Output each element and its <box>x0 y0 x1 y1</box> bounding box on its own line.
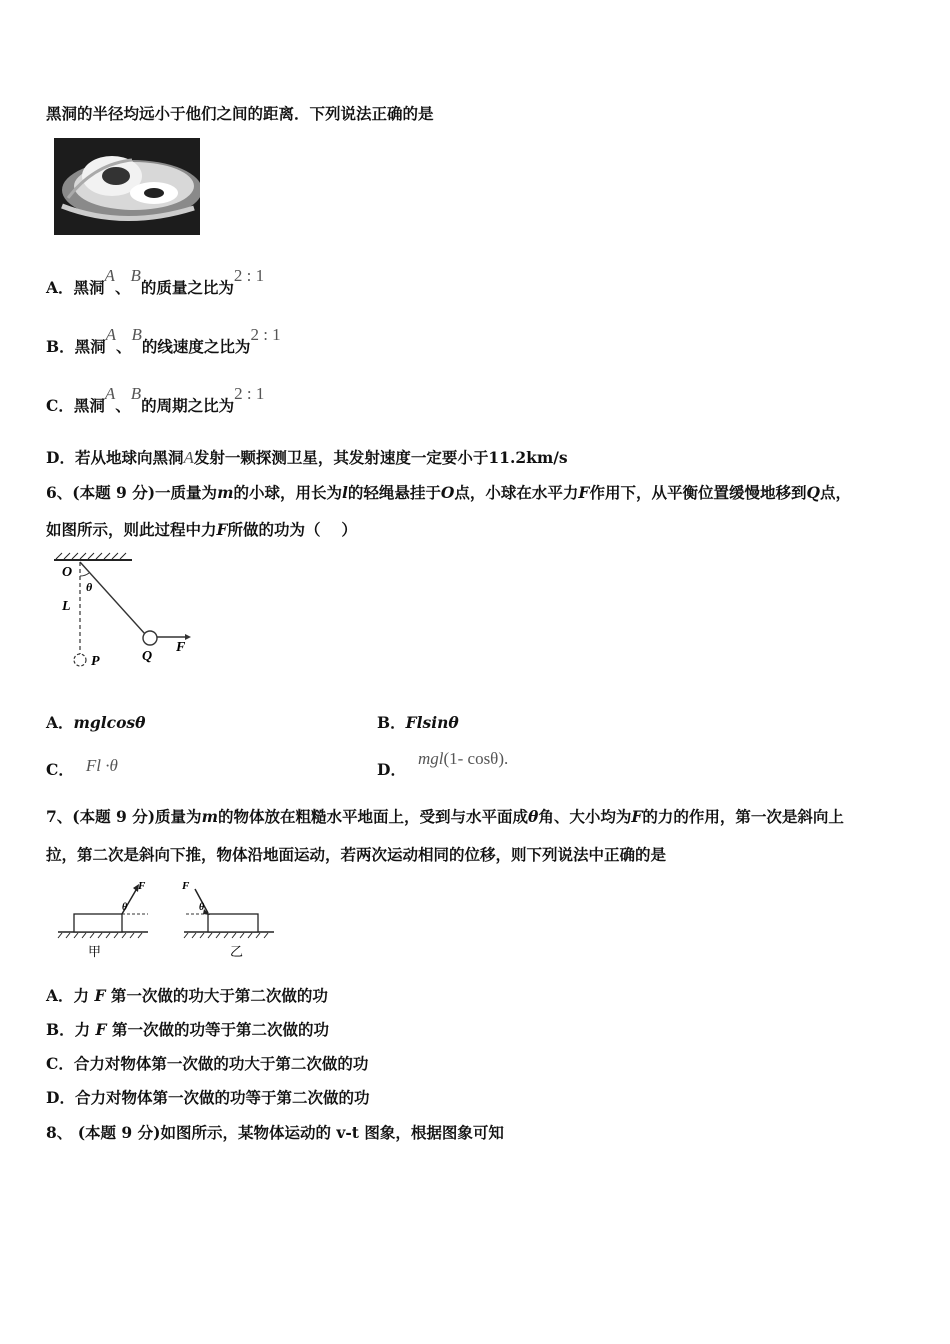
q6-stem-line1: 6、(本题 9 分)一质量为m的小球，用长为l的轻绳悬挂于O点，小球在水平力F作用下，从平衡位置缓慢地移到Q点， <box>46 483 851 502</box>
q7-stem-line1: 7、(本题 9 分)质量为m的物体放在粗糙水平地面上，受到与水平面成θ角、大小均为F的力的作用，第一次是斜向上 <box>46 807 844 826</box>
black-hole-photo <box>54 138 200 235</box>
label-theta-left: θ <box>122 902 128 913</box>
var-b: B <box>130 266 141 285</box>
q5-option-d[interactable]: D．若从地球向黑洞A发射一颗探测卫星，其发射速度一定要小于11.2km/s <box>46 448 568 467</box>
var-b: B <box>131 325 142 344</box>
label-o: O <box>62 565 73 580</box>
label-q: Q <box>142 649 153 664</box>
q7-option-a[interactable]: A．力 F 第一次做的功大于第二次做的功 <box>46 986 328 1005</box>
intro-text: 黑洞的半径均远小于他们之间的距离．下列说法正确的是 <box>46 104 434 123</box>
label-f-right: F <box>182 880 190 892</box>
speed-value: 11.2km/s <box>488 448 568 467</box>
q6-option-c[interactable]: C． Fl ·θ <box>46 756 118 779</box>
label-theta-right: θ <box>199 902 205 913</box>
var-a: A <box>183 448 194 467</box>
label-theta: θ <box>86 580 93 594</box>
ratio: 2 : 1 <box>234 384 265 403</box>
caption-jia: 甲 <box>88 944 102 959</box>
q5-option-a[interactable]: A．黑洞A、B的质量之比为2 : 1 <box>46 266 265 297</box>
var-a: A <box>104 266 115 285</box>
q8-stem: 8、 (本题 9 分)如图所示，某物体运动的 v-t 图象，根据图象可知 <box>46 1123 504 1142</box>
q6-option-d[interactable]: D．mgl(1- cosθ). <box>377 749 509 779</box>
var-b: B <box>130 384 142 403</box>
q6-stem-line2: 如图所示，则此过程中力F所做的功为（ ） <box>46 520 357 539</box>
q7-stem-line2: 拉，第二次是斜向下推，物体沿地面运动，若两次运动相同的位移，则下列说法中正确的是 <box>46 845 667 864</box>
q6-option-a[interactable]: A．mglcosθ <box>46 713 146 732</box>
caption-yi: 乙 <box>230 944 244 959</box>
label-p: P <box>91 654 100 669</box>
q5-option-b[interactable]: B．黑洞A、B的线速度之比为2 : 1 <box>46 325 281 356</box>
label-f: F <box>176 640 186 655</box>
force-figure <box>52 876 282 964</box>
ratio: 2 : 1 <box>250 325 281 344</box>
ratio: 2 : 1 <box>233 266 265 285</box>
q7-option-d[interactable]: D．合力对物体第一次做的功等于第二次做的功 <box>46 1088 370 1107</box>
q7-option-c[interactable]: C．合力对物体第一次做的功大于第二次做的功 <box>46 1054 369 1073</box>
pendulum-figure <box>48 550 198 675</box>
q7-option-b[interactable]: B．力 F 第一次做的功等于第二次做的功 <box>46 1020 329 1039</box>
label-l: L <box>62 599 71 614</box>
var-a: A <box>105 325 117 344</box>
var-a: A <box>104 384 116 403</box>
q5-option-c[interactable]: C．黑洞A、B的周期之比为2 : 1 <box>46 384 265 415</box>
label-f-left: F <box>138 880 146 892</box>
q6-option-b[interactable]: B．Flsinθ <box>377 713 459 732</box>
